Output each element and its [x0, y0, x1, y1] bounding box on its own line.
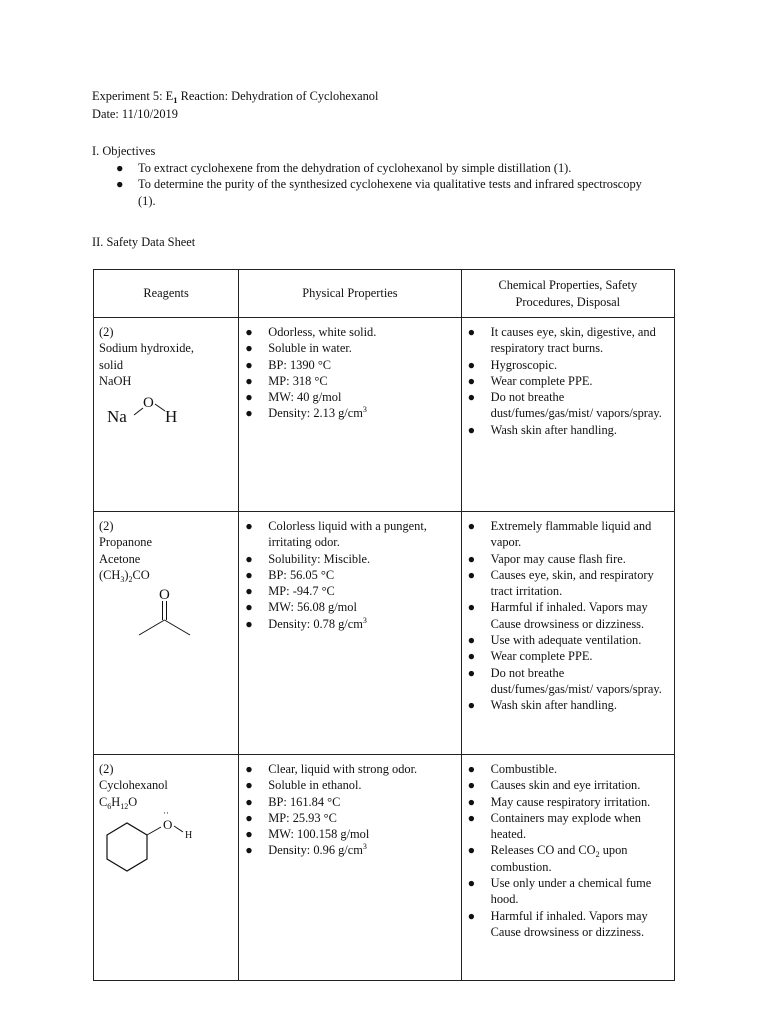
list-item: ● BP: 56.05 °C — [245, 567, 335, 582]
column-header-chemical: Chemical Properties, Safety Procedures, Disposal — [498, 278, 638, 309]
reagent-formula: NaOH — [99, 373, 132, 388]
list-item: ● Colorless liquid with a pungent, irritating odor. — [245, 519, 427, 550]
list-item: ● Do not breathe dust/fumes/gas/mist/ vapors/spray. — [467, 390, 662, 421]
bullet-icon: ● — [116, 161, 124, 175]
list-item: ● MW: 100.158 g/mol — [245, 827, 370, 842]
safety-heading: II. Safety Data Sheet — [92, 235, 196, 249]
list-item: ● Density: 2.13 $g/cm^3$ — [245, 405, 367, 421]
reagent-cell — [94, 512, 238, 643]
reagent-formula: $(CH_3)_2CO$ — [99, 567, 150, 584]
list-item: ● MP: 25.93 °C — [245, 810, 337, 825]
list-item: ● Soluble in water. — [245, 341, 352, 356]
list-item: ● Clear, liquid with strong odor. — [245, 762, 418, 776]
list-item: ● BP: 1390 °C — [245, 357, 332, 372]
list-item: ● Solubility: Miscible. — [245, 551, 371, 566]
reagent-name: Cyclohexanol — [99, 778, 168, 793]
list-item: ● Wash skin after handling. — [467, 698, 617, 713]
list-item: ● MP: 318 °C — [245, 373, 328, 388]
atom-label: O — [163, 816, 173, 832]
list-item: ● To determine the purity of the synthesized cyclohexene via qualitative tests and infrared spectroscopy (1). — [116, 177, 642, 208]
reagent-name: Acetone — [99, 551, 141, 566]
list-item: ● Harmful if inhaled. Vapors may Cause drowsiness or dizziness. — [467, 600, 648, 631]
column-header-reagents: Reagents — [143, 286, 189, 301]
list-item: ● Causes skin and eye irritation. — [467, 778, 641, 793]
reagent-cell — [94, 755, 238, 882]
list-item: ● May cause respiratory irritation. — [467, 794, 651, 809]
list-item: ● To extract cyclohexene from the dehydration of cyclohexanol by simple distillation (1). — [116, 161, 572, 175]
chemical-properties-list — [462, 512, 674, 718]
safety-data-table — [93, 269, 675, 981]
list-item: ● Soluble in ethanol. — [245, 778, 362, 793]
list-item: ● Causes eye, skin, and respiratory tract irritation. — [467, 567, 654, 599]
list-item: ● MP: -94.7 °C — [245, 584, 335, 599]
lone-pair-label: ·· — [163, 811, 169, 818]
chemical-properties-list — [462, 318, 674, 442]
atom-label: O — [143, 395, 154, 412]
physical-properties-list — [239, 755, 460, 863]
reagent-name: solid — [99, 357, 124, 372]
objectives-list — [116, 160, 656, 209]
list-item: ● Density: 0.78 $g/cm^3$ — [245, 615, 367, 631]
experiment-date: Date: 11/10/2019 — [92, 107, 178, 121]
reagent-name: Sodium hydroxide, — [99, 341, 194, 356]
table-row — [94, 318, 675, 512]
list-item: ● MW: 40 g/mol — [245, 390, 342, 405]
table-row — [94, 755, 675, 981]
list-item: ● Wash skin after handling. — [467, 422, 617, 437]
table-row — [94, 512, 675, 755]
acetone-structure-icon — [99, 585, 199, 639]
reagent-cell — [94, 318, 238, 435]
physical-properties-list — [239, 512, 460, 636]
reference-label: (2) — [99, 762, 114, 776]
list-item: ● Releases CO and $CO_2$ upon combustion. — [467, 843, 628, 874]
list-item: ● Hygroscopic. — [467, 357, 558, 372]
list-item: ● Harmful if inhaled. Vapors may Cause drowsiness or dizziness. — [467, 908, 648, 939]
cyclohexanol-structure-icon — [99, 812, 209, 878]
list-item: ● It causes eye, skin, digestive, and respiratory tract burns. — [467, 325, 656, 356]
list-item: ● Containers may explode when heated. — [467, 810, 641, 842]
experiment-title: Experiment 5: $E_1$ Reaction: Dehydration of Cyclohexanol — [92, 89, 379, 105]
list-item: ● Odorless, white solid. — [245, 325, 377, 339]
list-item: ● Combustible. — [467, 762, 558, 776]
list-item: ● Use with adequate ventilation. — [467, 633, 642, 648]
bullet-icon: ● — [116, 177, 124, 192]
list-item: ● Do not breathe dust/fumes/gas/mist/ vapors/spray. — [467, 665, 662, 696]
list-item: ● Use only under a chemical fume hood. — [467, 876, 652, 907]
atom-label: O — [159, 587, 170, 604]
list-item: ● Wear complete PPE. — [467, 373, 593, 388]
list-item: ● MW: 56.08 g/mol — [245, 600, 357, 615]
reagent-formula: $C_6H_{12}O$ — [99, 794, 138, 811]
table-header-row — [94, 270, 675, 318]
list-item: ● Extremely flammable liquid and vapor. — [467, 519, 652, 550]
list-item: ● BP: 161.84 °C — [245, 794, 341, 809]
reference-label: (2) — [99, 325, 114, 339]
naoh-structure-icon — [99, 391, 189, 431]
reference-label: (2) — [99, 519, 114, 533]
objectives-heading: I. Objectives — [92, 144, 156, 158]
atom-label: H — [185, 829, 193, 841]
list-item: ● Vapor may cause flash fire. — [467, 551, 626, 566]
reagent-name: Propanone — [99, 535, 152, 550]
atom-label: H — [165, 407, 178, 427]
list-item: ● Wear complete PPE. — [467, 649, 593, 664]
atom-label: Na — [107, 407, 127, 427]
chemical-properties-list — [462, 755, 674, 944]
physical-properties-list — [239, 318, 460, 426]
column-header-physical: Physical Properties — [302, 286, 398, 301]
list-item: ● Density: 0.96 $g/cm^3$ — [245, 842, 367, 858]
